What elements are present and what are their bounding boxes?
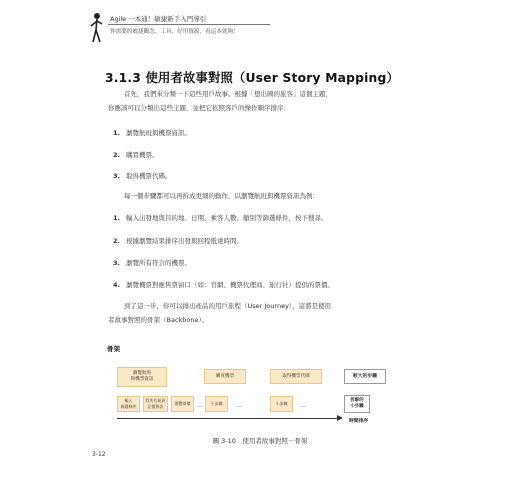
header-figure-icon — [88, 12, 104, 46]
header-divider — [108, 24, 270, 25]
ellipsis: … — [197, 402, 203, 409]
list1-item — [113, 150, 159, 159]
substep-box-flights: 對所有航班 記價資訊 — [143, 396, 168, 412]
closing-line-2: 者故事對照的骨架（Backbone）。 — [108, 316, 209, 324]
list-text: 瀏覽機票對應售票窗口（如：官網、機票代理商、旅行社）提供的票價。 — [126, 281, 334, 289]
section-title: 3.1.3 使用者故事對照（User Story Mapping） — [105, 71, 400, 85]
list2-item — [113, 236, 243, 245]
figure-caption: 圖 3-10 使用者故事對照－骨架 — [212, 437, 308, 445]
list-number: 1. — [113, 214, 120, 222]
list-text: 購買機票。 — [126, 151, 159, 159]
header-subtitle: 你需要的敏捷觀念、工具、好用資源，看這本就夠！ — [110, 29, 239, 35]
list-number: 3. — [113, 259, 120, 267]
legend-split-step: 拆解的 小步驟 — [344, 395, 370, 413]
time-arrow — [117, 418, 339, 419]
mid-paragraph: 每一個步驟都可以再拆成更細的動作，以瀏覽航班與機票資訊為例： — [124, 192, 319, 200]
page-number: 3-12 — [92, 451, 106, 458]
substep-box-small-2: 小步驟 — [270, 396, 293, 412]
time-arrowhead — [337, 415, 343, 421]
list-number: 2. — [113, 237, 120, 245]
backbone-box-browse: 瀏覽航班 與機票資訊 — [117, 367, 167, 387]
legend-big-step: 較大的步驟 — [344, 369, 386, 384]
list1-item — [113, 171, 172, 180]
backbone-box-buy: 購買機票 — [204, 369, 246, 384]
substep-box-small-1: 小步驟 — [205, 396, 228, 412]
list-text: 取得機票代碼。 — [126, 172, 172, 180]
list2-item — [113, 280, 334, 289]
list2-item — [113, 213, 328, 222]
substep-box-fare: 瀏覽票價 — [171, 396, 194, 412]
closing-line-1: 到了這一步，你可以排出產品的用戶旅程（User Journey），這將是使用 — [124, 302, 332, 310]
list-text: 輸入出發地與目的地、日期、乘客人數、艙別等篩選條件，按下搜尋。 — [126, 214, 328, 222]
list-number: 3. — [113, 172, 120, 180]
ellipsis: … — [300, 402, 306, 409]
figure-heading: 骨架 — [107, 345, 120, 353]
substep-box-filter: 輸入 篩選條件 — [117, 396, 140, 412]
list-text: 瀏覽所有符合的機票。 — [126, 259, 191, 267]
list-text: 瀏覽航班與機票資訊。 — [126, 129, 191, 137]
header-title: Agile 一本通！敏捷新手入門導引 — [110, 15, 207, 23]
list-number: 4. — [113, 281, 120, 289]
ellipsis: … — [236, 402, 242, 409]
intro-line-2: 你應該可以分類出這些主題，並把它依照客戶的操作順序排序： — [108, 104, 290, 112]
list1-item — [113, 128, 191, 137]
time-axis-label: 時間排序 — [349, 419, 369, 424]
intro-line-1: 首先，我們來分類一下這些用戶故事。根據「想出國的旅客」這個主題， — [124, 90, 332, 98]
list2-item — [113, 258, 191, 267]
list-number: 1. — [113, 129, 120, 137]
list-number: 2. — [113, 151, 120, 159]
backbone-box-code: 取得機票代碼 — [270, 369, 322, 384]
list-text: 根據瀏覽結果排序出發與回程抵達時間。 — [126, 237, 243, 245]
